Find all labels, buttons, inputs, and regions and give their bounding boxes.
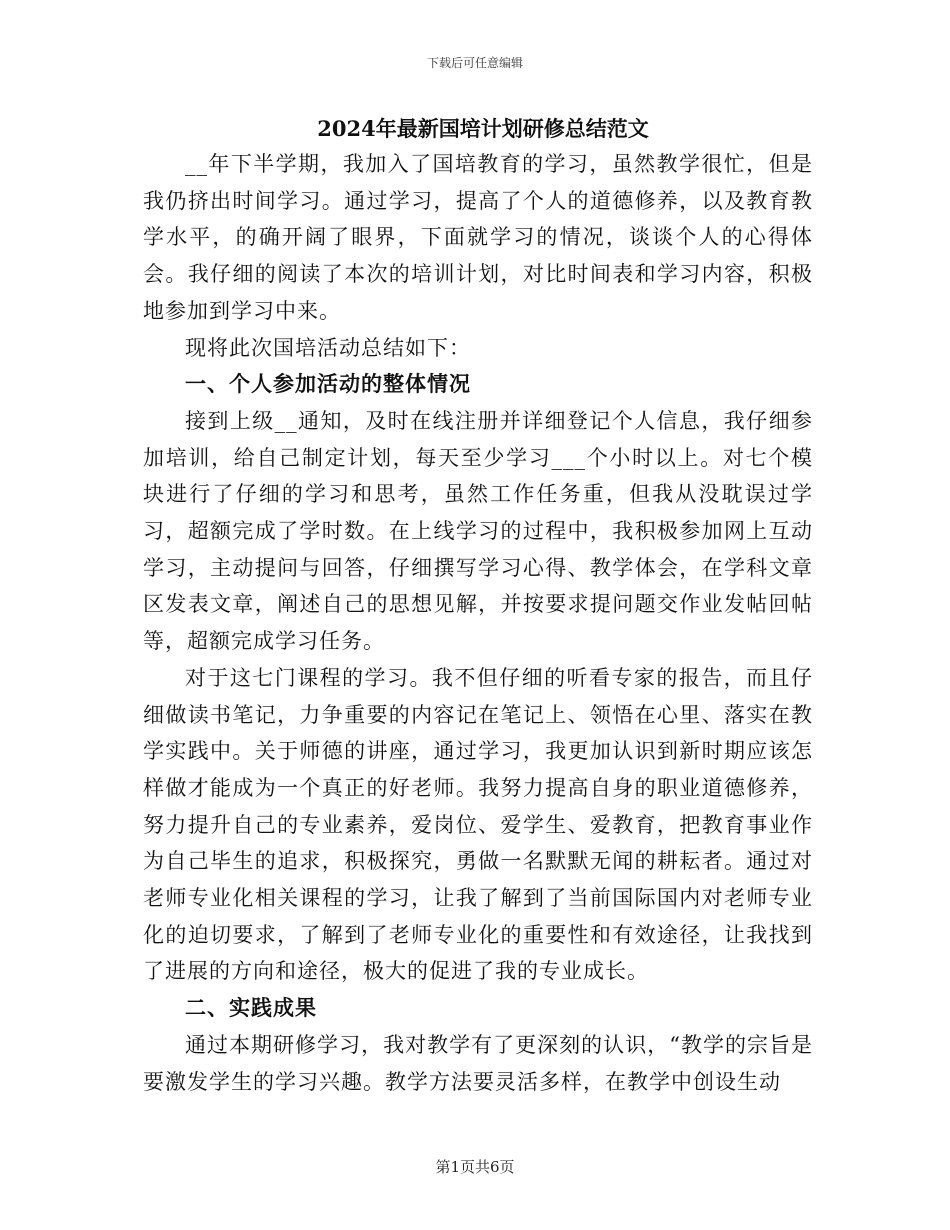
paragraph-section-1-b: 对于这七门课程的学习。我不但仔细的听看专家的报告，而且仔细做读书笔记，力争重要的内容记在笔记上、领悟在心里、落实在教学实践中。关于师德的讲座，通过学习，我更加认识到新时期应该怎样做才能成为一个真正的好老师。我努力提高自身的职业道德修养，努力提升自己的专业素养，爱岗位、爱学生、爱教育，把教育事业作为自己毕生的追求，积极探究，勇做一名默默无闻的耕耘者。通过对老师专业化相关课程的学习，让我了解到了当前国际国内对老师专业化的迫切要求，了解到了老师专业化的重要性和有效途径，让我找到了进展的方向和途径，极大的促进了我的专业成长。: [143, 665, 813, 984]
document-title: 2024年最新国培计划研修总结范文: [317, 116, 649, 141]
section-heading-1: 一、个人参加活动的整体情况: [185, 371, 471, 397]
paragraph-intro: __年下半学期，我加入了国培教育的学习，虽然教学很忙，但是我仍挤出时间学习。通过学习，提高了个人的道德修养，以及教育教学水平，的确开阔了眼界，下面就学习的情况，谈谈个人的心得体会。我仔细的阅读了本次的培训计划，对比时间表和学习内容，积极地参加到学习中来。: [143, 152, 813, 323]
document-body: [143, 112, 813, 1100]
page-number: 第1页共6页: [435, 1158, 515, 1176]
paragraph-section-1-a: 接到上级__通知，及时在线注册并详细登记个人信息，我仔细参加培训，给自己制定计划，每天至少学习___个小时以上。对七个模块进行了仔细的学习和思考，虽然工作任务重，但我从没耽误过学习，超额完成了学时数。在上线学习的过程中，我积极参加网上互动学习，主动提问与回答，仔细撰写学习心得、教学体会，在学科文章区发表文章，阐述自己的思想见解，并按要求提问题交作业发帖回帖等，超额完成学习任务。: [143, 408, 813, 654]
header-note: 下载后可任意编辑: [426, 56, 523, 70]
section-heading-2: 二、实践成果: [185, 995, 317, 1021]
paragraph-section-2-a: 通过本期研修学习，我对教学有了更深刻的认识，“教学的宗旨是要激发学生的学习兴趣。教学方法要灵活多样，在教学中创设生动: [143, 1032, 813, 1094]
paragraph-summary-lead: 现将此次国培活动总结如下：: [185, 335, 471, 360]
